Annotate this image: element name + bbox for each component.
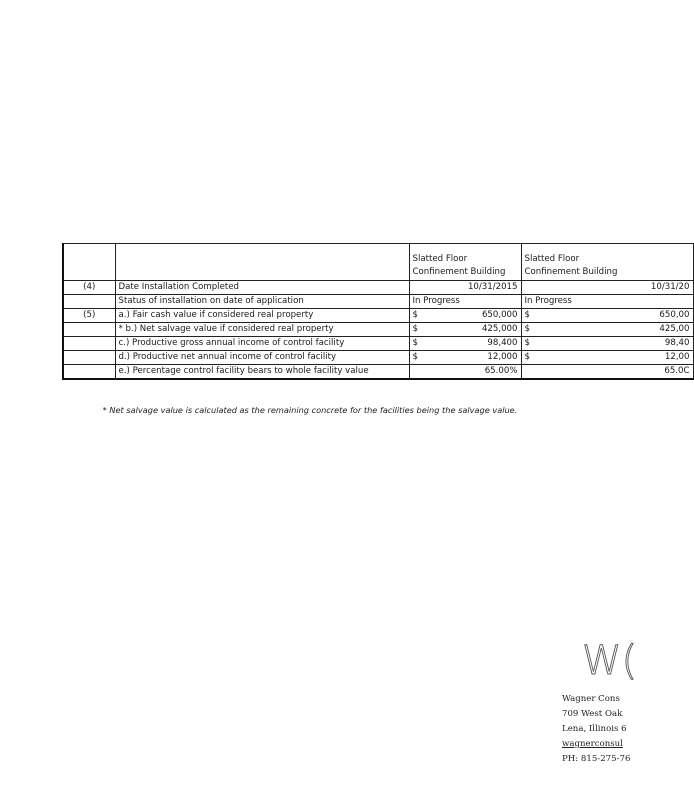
header-col1: Slatted Floor Confinement Building — [409, 244, 521, 281]
currency-symbol: $ — [412, 338, 418, 348]
row-value-col2 — [521, 323, 693, 337]
row-value-col2 — [521, 337, 693, 351]
footnote: * Net salvage value is calculated as the remaining concrete for the facilities being the salvage value. — [102, 405, 518, 415]
amount: 98,40 — [664, 338, 690, 348]
amount: 650,000 — [481, 310, 518, 320]
row-value-col1: 65.00% — [409, 365, 521, 380]
row-label: * b.) Net salvage value if considered real property — [115, 323, 409, 337]
row-number — [63, 365, 115, 380]
currency-symbol: $ — [412, 352, 418, 362]
website: wagnerconsul — [562, 739, 623, 749]
row-value-col1 — [409, 323, 521, 337]
currency-symbol: $ — [412, 310, 418, 320]
row-number — [63, 295, 115, 309]
currency-symbol: $ — [524, 338, 530, 348]
row-label: d.) Productive net annual income of control facility — [115, 351, 409, 365]
amount: 12,000 — [487, 352, 518, 362]
logo-letters: W( — [582, 638, 638, 684]
street-address: 709 West Oak — [562, 709, 623, 719]
header-blank-num — [63, 244, 115, 281]
row-value-col2: In Progress — [521, 295, 693, 309]
row-value-col2: 65.0C — [521, 365, 693, 380]
header-blank-label — [115, 244, 409, 281]
row-number — [63, 351, 115, 365]
amount: 12,00 — [664, 352, 690, 362]
row-label: e.) Percentage control facility bears to whole facility value — [115, 365, 409, 380]
amount: 425,00 — [659, 324, 690, 334]
currency-symbol: $ — [524, 352, 530, 362]
amount: 650,00 — [659, 310, 690, 320]
row-label: c.) Productive gross annual income of control facility — [115, 337, 409, 351]
row-number: (5) — [63, 309, 115, 323]
company-name: Wagner Cons — [562, 694, 620, 704]
row-label: a.) Fair cash value if considered real property — [115, 309, 409, 323]
currency-symbol: $ — [524, 324, 530, 334]
table-row — [63, 309, 693, 323]
table-row — [63, 365, 693, 380]
header-col2: Slatted Floor Confinement Building — [521, 244, 693, 281]
row-number: (4) — [63, 281, 115, 295]
row-number — [63, 323, 115, 337]
facility-valuation-table — [62, 243, 694, 380]
row-number — [63, 337, 115, 351]
table-row — [63, 281, 693, 295]
row-label: Status of installation on date of application — [115, 295, 409, 309]
table-row — [63, 323, 693, 337]
amount: 425,000 — [481, 324, 518, 334]
row-value-col1: 10/31/2015 — [409, 281, 521, 295]
row-value-col1 — [409, 337, 521, 351]
row-value-col2: 10/31/20 — [521, 281, 693, 295]
table-header-row — [63, 244, 693, 281]
row-value-col2 — [521, 351, 693, 365]
phone: PH: 815-275-76 — [562, 754, 631, 764]
row-value-col1 — [409, 351, 521, 365]
currency-symbol: $ — [524, 310, 530, 320]
row-value-col2 — [521, 309, 693, 323]
table-row — [63, 295, 693, 309]
city-state: Lena, Illinois 6 — [562, 724, 627, 734]
amount: 98,400 — [487, 338, 518, 348]
row-value-col1: In Progress — [409, 295, 521, 309]
currency-symbol: $ — [412, 324, 418, 334]
row-label: Date Installation Completed — [115, 281, 409, 295]
row-value-col1 — [409, 309, 521, 323]
logo-mark — [580, 638, 640, 684]
letterhead-contact — [562, 692, 630, 767]
table-row — [63, 351, 693, 365]
table-row — [63, 337, 693, 351]
company-logo — [580, 638, 640, 684]
